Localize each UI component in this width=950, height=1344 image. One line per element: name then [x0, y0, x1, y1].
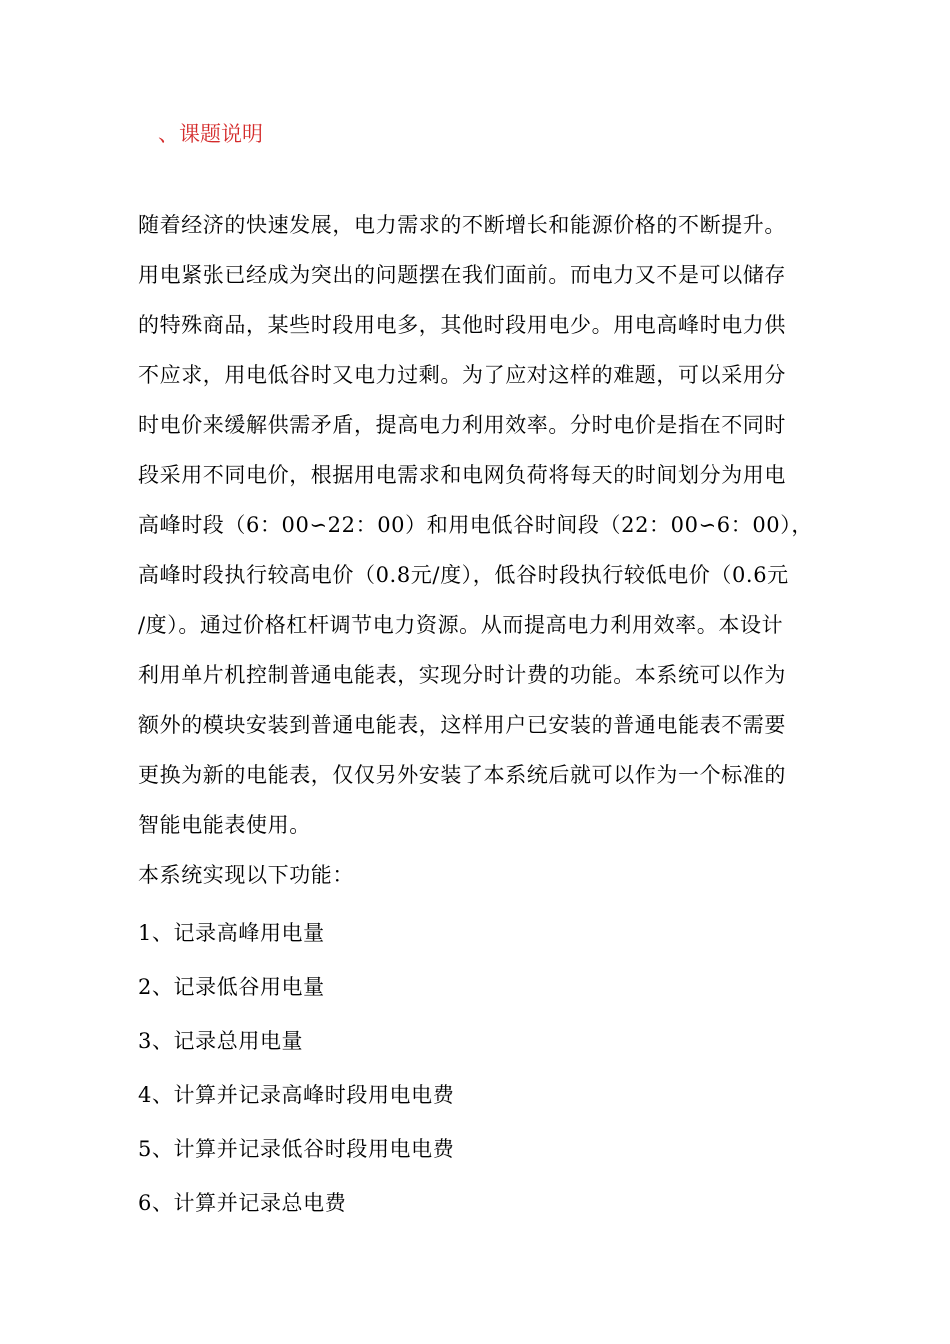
paragraph-line: 用电紧张已经成为突出的问题摆在我们面前。而电力又不是可以储存: [138, 263, 786, 287]
paragraph-line: /度）。通过价格杠杆调节电力资源。从而提高电力利用效率。本设计: [138, 613, 784, 637]
paragraph-line: 时电价来缓解供需矛盾，提高电力利用效率。分时电价是指在不同时: [138, 413, 786, 437]
paragraph-line: 的特殊商品，某些时段用电多，其他时段用电少。用电高峰时电力供: [138, 313, 786, 337]
paragraph-line: 段采用不同电价，根据用电需求和电网负荷将每天的时间划分为用电: [138, 463, 786, 487]
paragraph-line: 高峰时段执行较高电价（0.8元/度），低谷时段执行较低电价（0.6元: [138, 563, 789, 587]
paragraph-line: 利用单片机控制普通电能表，实现分时计费的功能。本系统可以作为: [138, 663, 786, 687]
function-list-item: 2、记录低谷用电量: [138, 975, 325, 999]
paragraph-line: 高峰时段（6：00∽22：00）和用电低谷时间段（22：00∽6：00），: [138, 513, 813, 537]
paragraph-line: 随着经济的快速发展，电力需求的不断增长和能源价格的不断提升。: [138, 213, 786, 237]
function-list-item: 6、计算并记录总电费: [138, 1191, 347, 1215]
function-list-item: 1、记录高峰用电量: [138, 921, 325, 945]
paragraph-line: 智能电能表使用。: [138, 813, 311, 837]
section-heading: 、课题说明: [158, 122, 263, 146]
function-list-item: 4、计算并记录高峰时段用电电费: [138, 1083, 455, 1107]
paragraph-line: 不应求，用电低谷时又电力过剩。为了应对这样的难题，可以采用分: [138, 363, 786, 387]
functions-intro: 本系统实现以下功能：: [138, 863, 354, 887]
function-list-item: 3、记录总用电量: [138, 1029, 304, 1053]
paragraph-line: 更换为新的电能表，仅仅另外安装了本系统后就可以作为一个标准的: [138, 763, 786, 787]
paragraph-line: 额外的模块安装到普通电能表，这样用户已安装的普通电能表不需要: [138, 713, 786, 737]
function-list-item: 5、计算并记录低谷时段用电电费: [138, 1137, 455, 1161]
